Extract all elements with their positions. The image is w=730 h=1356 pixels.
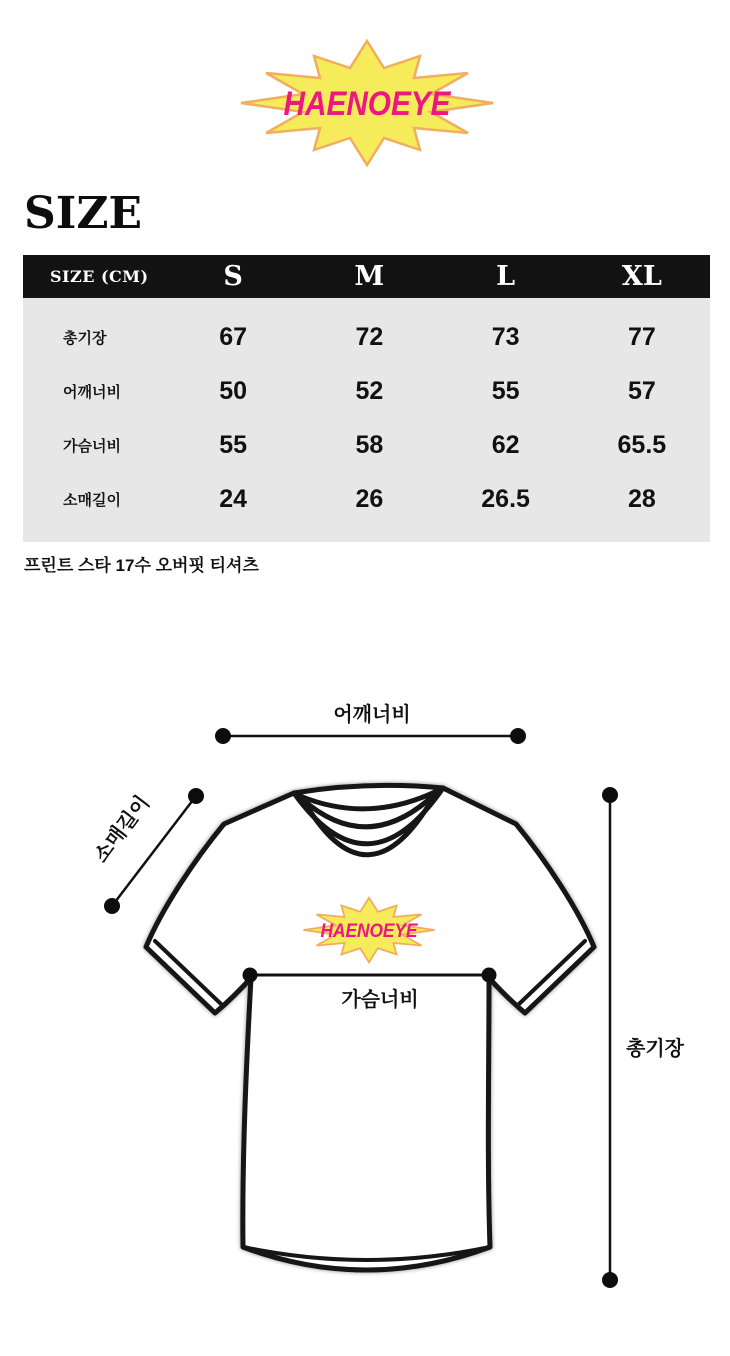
- cell-value: 72: [355, 322, 384, 351]
- measure-dot: [188, 788, 204, 804]
- cell-value: 28: [627, 484, 656, 513]
- table-row-chest-width: [23, 418, 710, 472]
- cell-value: 24: [219, 484, 248, 513]
- measure-dot: [215, 728, 231, 744]
- size-table-body: [23, 298, 710, 542]
- cell-value: 50: [219, 376, 248, 405]
- length-measure: [602, 787, 618, 1288]
- cell-value: 58: [355, 430, 384, 459]
- column-header-xl: XL: [621, 261, 662, 292]
- size-table: [23, 255, 710, 542]
- table-row-shoulder-width: [23, 364, 710, 418]
- measure-dot: [510, 728, 526, 744]
- total-length-label: 총기장: [626, 1038, 684, 1060]
- column-header-m: M: [354, 261, 385, 292]
- cell-value: 26.5: [481, 484, 530, 513]
- cell-value: 26: [355, 484, 384, 513]
- measurement-diagram: [0, 640, 730, 1356]
- measure-dot: [482, 968, 497, 983]
- measure-dot: [602, 1272, 618, 1288]
- page-title: SIZE: [24, 188, 143, 239]
- measure-dot: [602, 787, 618, 803]
- brand-logo-text: HAENOEYE: [283, 85, 452, 123]
- shoulder-width-label: 어깨너비: [333, 704, 411, 726]
- row-label: 어깨너비: [63, 383, 121, 401]
- measure-dot: [104, 898, 120, 914]
- cell-value: 67: [219, 322, 248, 351]
- tshirt-drawing: [146, 785, 594, 1270]
- product-caption: 프린트 스타 17수 오버핏 티셔츠: [24, 556, 259, 575]
- tshirt-outline: [146, 785, 594, 1270]
- cell-value: 55: [491, 376, 520, 405]
- sleeve-length-label: 소매길이: [90, 791, 155, 867]
- cell-value: 52: [355, 376, 384, 405]
- column-header-s: S: [223, 261, 243, 292]
- size-table-header: [23, 255, 710, 298]
- table-row-total-length: [23, 310, 710, 364]
- cell-value: 77: [627, 322, 656, 351]
- size-unit-label: SIZE (CM): [50, 267, 149, 286]
- cell-value: 62: [491, 430, 520, 459]
- cell-value: 73: [491, 322, 520, 351]
- row-label: 가슴너비: [63, 437, 121, 455]
- row-label: 총기장: [63, 329, 107, 347]
- cell-value: 65.5: [617, 430, 667, 459]
- measure-dot: [243, 968, 258, 983]
- brand-logo: [0, 20, 730, 205]
- chest-logo-text: HAENOEYE: [320, 921, 419, 942]
- cell-value: 55: [219, 430, 248, 459]
- column-header-l: L: [496, 261, 516, 292]
- row-label: 소매길이: [63, 491, 121, 509]
- cell-value: 57: [627, 376, 656, 405]
- chest-width-label: 가슴너비: [341, 989, 419, 1011]
- table-row-sleeve-length: [23, 472, 710, 526]
- shoulder-measure: [215, 728, 526, 744]
